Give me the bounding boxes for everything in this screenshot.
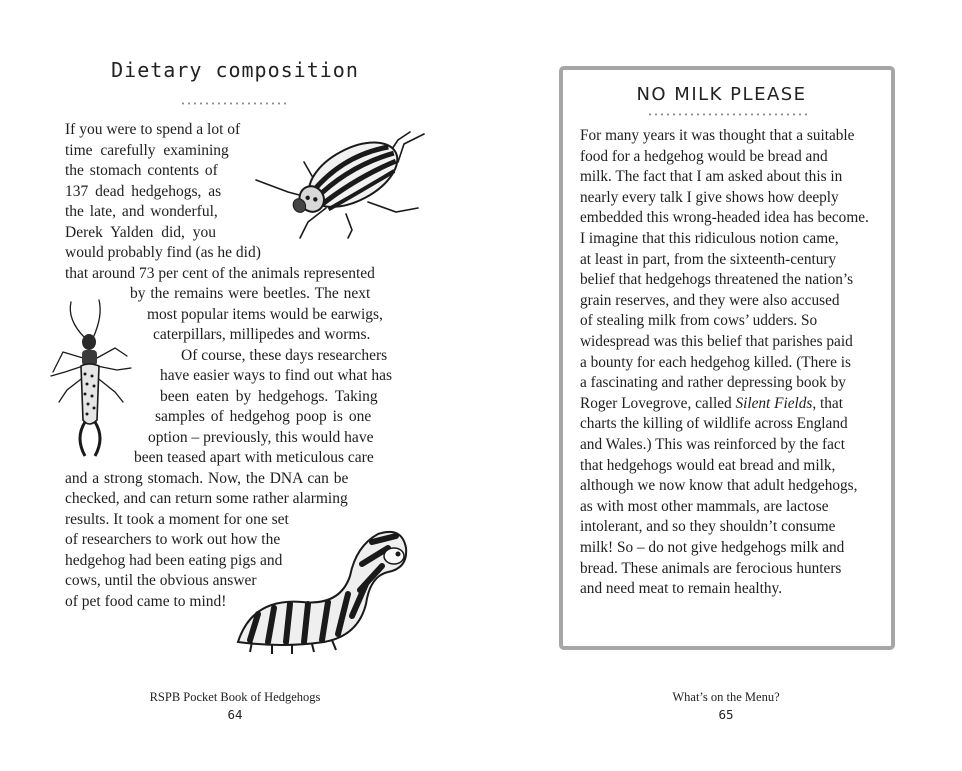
box-line: I imagine that this ridiculous notion came, — [580, 230, 839, 247]
box-line: food for a hedgehog would be bread and — [580, 147, 828, 165]
box-line: bread. These animals are ferocious hunters — [580, 559, 842, 577]
body-line: Derek Yalden did, you — [65, 223, 217, 241]
body-line: results. It took a moment for one set — [65, 510, 289, 528]
body-line: would probably find (as he did) — [65, 244, 261, 261]
box-line: For many years it was thought that a suitable — [580, 127, 855, 144]
body-line: cows, until the obvious answer — [65, 572, 257, 589]
body-line: option – previously, this would have — [148, 428, 374, 446]
section-title: Dietary composition — [111, 58, 359, 82]
box-line: a bounty for each hedgehog killed. (There is — [580, 353, 851, 371]
body-line: have easier ways to find out what has — [160, 367, 393, 384]
body-line: hedgehog had been eating pigs and — [65, 551, 283, 569]
body-line: most popular items would be earwigs, — [147, 305, 383, 323]
box-line: embedded this wrong-headed idea has become. — [580, 209, 869, 227]
box-line: at least in part, from the sixteenth-century — [580, 250, 837, 268]
body-line: caterpillars, millipedes and worms. — [153, 326, 371, 343]
box-title: NO MILK PLEASE — [636, 84, 807, 105]
beetle-illustration — [248, 122, 426, 240]
title-dotted-rule — [180, 102, 288, 105]
body-line: If you were to spend a lot of — [65, 121, 241, 138]
body-line: of pet food came to mind! — [65, 592, 227, 610]
box-line: grain reserves, and they were also accused — [580, 291, 840, 309]
box-line: nearly every talk I give shows how deeply — [580, 188, 839, 206]
box-line — [580, 394, 843, 415]
caterpillar-illustration — [232, 518, 410, 656]
box-line: that hedgehogs would eat bread and milk, — [580, 456, 836, 474]
body-line: Of course, these days researchers — [181, 346, 388, 364]
box-line: of stealing milk from cows’ udders. So — [580, 312, 818, 330]
page-number: 65 — [718, 707, 734, 722]
box-line-text: Roger Lovegrove, called — [580, 394, 736, 412]
body-line: 137 dead hedgehogs, as — [65, 182, 222, 200]
box-line-text: , that — [812, 394, 843, 412]
body-line: that around 73 per cent of the animals represented — [65, 264, 375, 282]
page-number: 64 — [227, 707, 243, 722]
box-line: and need meat to remain healthy. — [580, 580, 783, 598]
box-line: intolerant, and so they shouldn’t consume — [580, 518, 836, 536]
footer-chapter-title: What’s on the Menu? — [672, 690, 780, 704]
body-line: been teased apart with meticulous care — [134, 449, 374, 466]
book-title-silent-fields: Silent Fields — [735, 394, 813, 412]
body-line: of researchers to work out how the — [65, 531, 281, 548]
body-line: by the remains were beetles. The next — [130, 285, 371, 302]
box-line: and Wales.) This was reinforced by the fact — [580, 436, 845, 453]
footer-book-title: RSPB Pocket Book of Hedgehogs — [149, 690, 321, 704]
box-line: belief that hedgehogs threatened the nation’s — [580, 271, 854, 289]
body-line: the stomach contents of — [65, 162, 218, 179]
box-title-dotted-rule — [647, 113, 811, 116]
box-line: as with most other mammals, are lactose — [580, 497, 829, 515]
box-line: although we now know that adult hedgehogs, — [580, 477, 858, 495]
box-line: widespread was this belief that parishes paid — [580, 333, 853, 350]
body-line: and a strong stomach. Now, the DNA can be — [65, 469, 349, 487]
box-line: charts the killing of wildlife across England — [580, 415, 848, 433]
body-line: checked, and can return some rather alarming — [65, 490, 348, 507]
body-line: been eaten by hedgehogs. Taking — [160, 387, 378, 405]
box-line: milk. The fact that I am asked about this in — [580, 168, 843, 186]
box-line: milk! So – do not give hedgehogs milk and — [580, 539, 845, 556]
earwig-illustration — [45, 298, 135, 466]
body-line: samples of hedgehog poop is one — [155, 408, 372, 425]
right-page — [481, 0, 962, 771]
body-line: time carefully examining — [65, 141, 229, 159]
body-line: the late, and wonderful, — [65, 203, 218, 220]
box-line: a fascinating and rather depressing book by — [580, 374, 846, 392]
